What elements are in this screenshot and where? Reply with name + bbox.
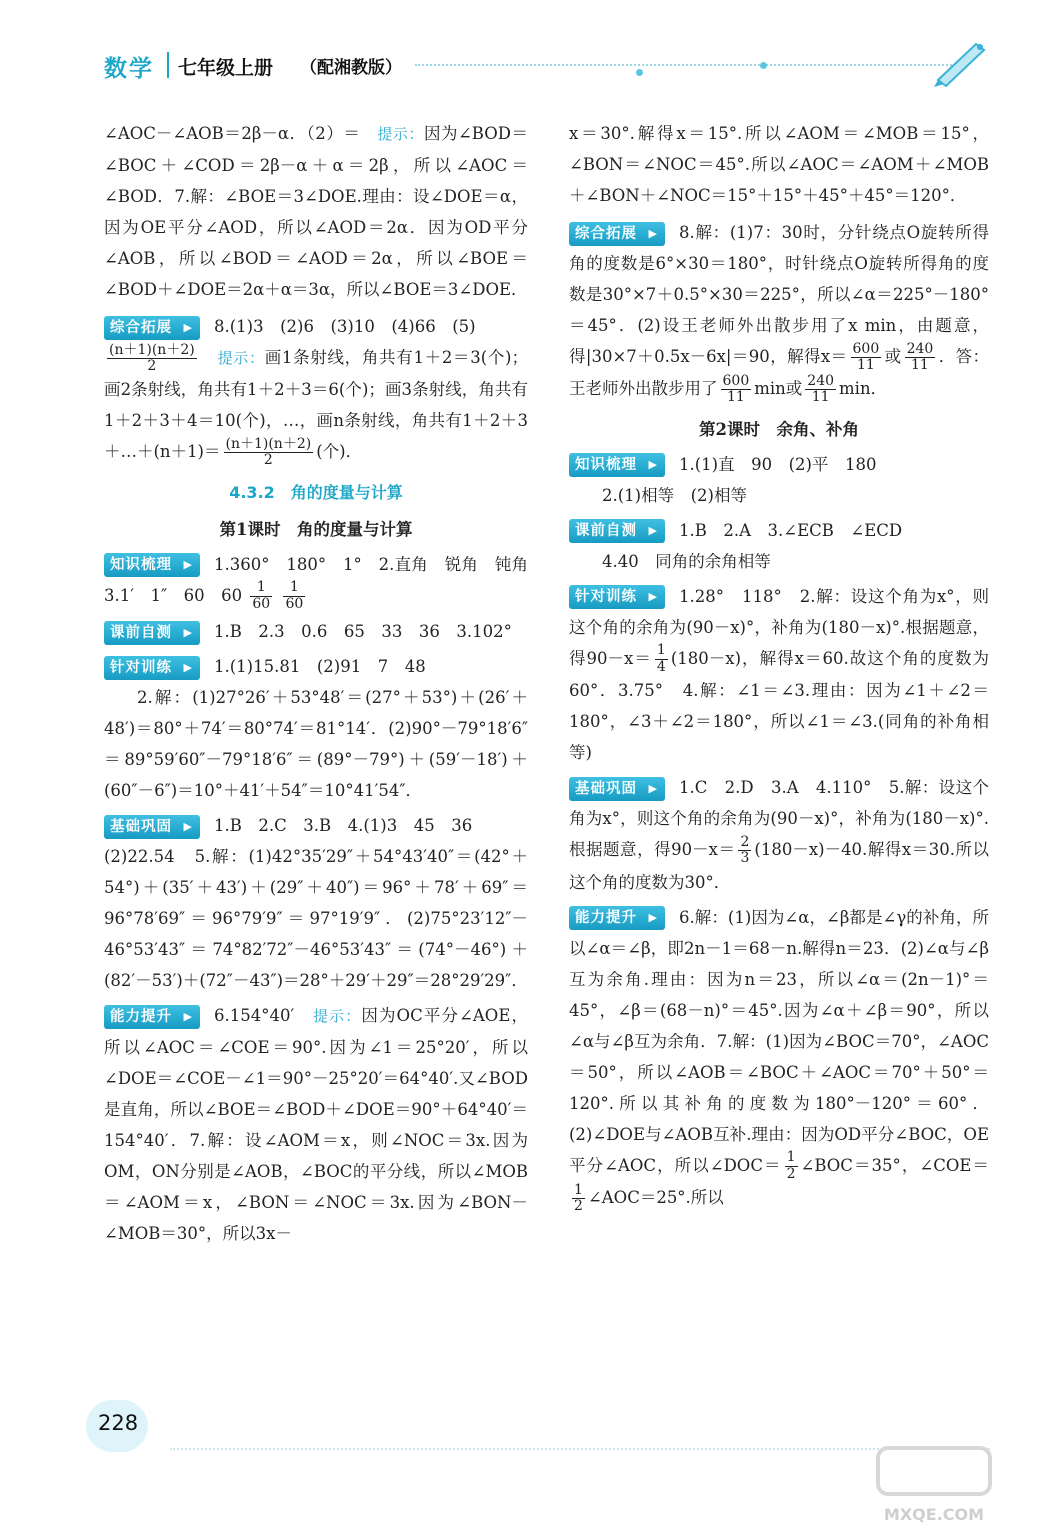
fraction <box>805 374 836 406</box>
section-badge: 能力提升 ▶ <box>569 906 665 930</box>
section-badge: 课前自测 ▶ <box>104 621 200 645</box>
answer-text: 1.B 2.A 3.∠ECB ∠ECD <box>679 520 903 540</box>
answer-paragraph <box>104 549 545 612</box>
fraction-denominator: 11 <box>811 389 830 406</box>
answer-text: 因为∠BOD＝∠BOC＋∠COD＝2β－α＋α＝2β，所以∠AOC＝∠BOD．7.解：∠BOE＝3∠DOE.理由：设∠DOE＝α，因为OE平分∠AOD，所以∠AOD＝2α．因为OD平分∠AOB，所以∠BOD＝∠AOD＝2α，所以∠BOE＝∠BOD＋∠DOE＝2α＋α＝3α，所以∠BOE＝3∠DOE． <box>104 124 529 299</box>
answer-paragraph <box>104 118 528 305</box>
answer-text: min． <box>839 379 888 399</box>
answer-text: 1.B 2.C 3.B 4.(1)3 45 36 <box>214 816 473 836</box>
fraction-denominator: 2 <box>786 1165 796 1182</box>
fraction-denominator: 60 <box>252 595 271 612</box>
fraction-denominator: 3 <box>740 850 750 867</box>
page-number: 228 <box>98 1411 139 1435</box>
answer-text: 1.C 2.D 3.A 4.110° 5.解：设这个角为x°，则这个角的余角为(90－x)°，补角为(180－x)°.根据题意，得90－x＝ <box>569 778 989 860</box>
section-badge: 基础巩固 ▶ <box>569 777 665 801</box>
fraction-numerator: 1 <box>250 580 272 596</box>
fraction <box>851 342 882 374</box>
hint-label: 提示： <box>217 349 265 367</box>
answer-text: 1.(1)直 90 (2)平 180 <box>679 454 877 474</box>
answer-text: ．答：王老师外出散步用了 <box>569 347 990 399</box>
answer-text: 1.28° 118° 2.解：设这个角为x°，则这个角的余角为(90－x)°，补角为(180－x)°.根据题意，得90－x＝ <box>569 586 989 668</box>
section-badge: 课前自测 ▶ <box>569 519 665 543</box>
fraction-numerator: 240 <box>906 340 934 357</box>
fraction-numerator: 600 <box>722 373 750 389</box>
fraction-numerator: (n＋1)(n＋2) <box>225 436 312 452</box>
section-badge: 知识梳理 ▶ <box>569 453 665 477</box>
grade-label: 七年级上册 <box>178 57 274 79</box>
fraction-numerator: 600 <box>852 340 880 357</box>
answer-text: 画1条射线，角共有1＋2＝3(个)；画2条射线，角共有1＋2＋3＝6(个)；画3条射线，角共有1＋2＋3＋4＝10(个)，…，画n条射线，角共有1＋2＋3＋…＋(n＋1)＝ <box>104 348 528 462</box>
fraction-numerator: (n＋1)(n＋2) <box>109 341 195 358</box>
footer-dotted-rule <box>170 1448 990 1450</box>
fraction-numerator: 240 <box>807 373 835 389</box>
fraction <box>283 580 305 612</box>
header-separator <box>167 52 169 78</box>
answer-paragraph <box>569 772 989 897</box>
answer-paragraph <box>104 616 528 647</box>
fraction <box>738 835 751 867</box>
answer-text: 6.解：(1)因为∠α，∠β都是∠γ的补角，所以∠α＝∠β，即2n－1＝68－n.解得n＝23．(2)∠α与∠β互为余角.理由：因为n＝23，所以∠α＝(2n－1)°＝45°，∠β＝(68－n)°＝45°.因为∠α＋∠β＝90°，所以∠α与∠β互为余角．7.解：(1)因为∠BOC＝70°，∠AOC＝50°，所以∠AOB＝∠BOC＋∠AOC＝70°＋50°＝120°.所以其补角的度数为180°－120°＝60°．(2)∠DOE与∠AOB互补.理由：因为OD平分∠BOC，OE平分∠AOC，所以∠DOC＝ <box>569 907 989 1175</box>
lesson-title: 第2课时 余角、补角 <box>699 419 859 439</box>
fraction-denominator: 4 <box>656 658 666 675</box>
fraction-denominator: 11 <box>726 389 745 406</box>
section-badge: 基础巩固 ▶ <box>104 815 200 839</box>
lesson-title: 第1课时 角的度量与计算 <box>219 519 413 539</box>
answer-text: ∠AOC＝25°.所以 <box>587 1187 724 1207</box>
answer-paragraph <box>569 449 989 480</box>
answer-text: 1.360° 180° 1° 2.直角 锐角 钝角 3.1′ 1″ 60 60 <box>104 554 545 605</box>
fraction-denominator: 11 <box>911 357 929 373</box>
section-badge: 知识梳理 ▶ <box>104 553 200 577</box>
answer-paragraph <box>104 311 528 469</box>
header-dot <box>636 69 643 76</box>
answer-text: 8.解：(1)7：30时，分针绕点O旋转所得角的度数是6°×30＝180°，时针绕点O旋转所得角的度数是30°×7＋0.5°×30＝225°，所以∠α＝225°－180°＝45°．(2)设王老师外出散步用了x min，由题意，得|30×7＋0.5x－6x|＝90，解得x＝ <box>569 223 989 366</box>
pen-icon <box>930 38 990 88</box>
fraction <box>224 437 314 469</box>
answer-text: 6.154°40′ <box>214 1006 295 1026</box>
header-dot <box>760 62 767 69</box>
answer-text: (180－x)，解得x＝60.故这个角的度数为60°．3.75° 4.解：∠1＝∠3.理由：因为∠1＋∠2＝180°，∠3＋∠2＝180°，所以∠1＝∠3.(同角的补角相等) <box>569 648 989 763</box>
answer-text: min或 <box>754 379 803 399</box>
answer-paragraph <box>569 515 989 546</box>
section-title: 4.3.2 角的度量与计算 <box>229 482 403 502</box>
hint-label: 提示： <box>377 125 424 143</box>
answer-text: 1.B 2.3 0.6 65 33 36 3.102° <box>214 622 512 642</box>
answer-paragraph: (2)22.54 5.解：(1)42°35′29″＋54°43′40″＝(42°＋54°)＋(35′＋43′)＋(29″＋40″)＝96°＋78′＋69″＝96°78′69″＝96°79′9″＝97°19′9″．(2)75°23′12″－46°53′43″＝74°82′72″－46°53′43″＝(74°－46°)＋(82′－53′)＋(72″－43″)＝28°＋29′＋29″＝28°29′29″． <box>104 847 528 991</box>
answer-paragraph: 4.40 同角的余角相等 <box>602 551 771 571</box>
fraction <box>721 374 752 406</box>
fraction <box>250 580 272 612</box>
answer-text: ∠BOC＝35°，∠COE＝ <box>800 1155 989 1175</box>
answer-paragraph <box>569 902 989 1215</box>
fraction-numerator: 1 <box>283 580 305 596</box>
watermark-text: MXQE.COM <box>883 1505 985 1524</box>
fraction <box>572 1183 585 1215</box>
answer-paragraph <box>104 810 528 841</box>
fraction <box>107 343 197 375</box>
section-badge: 针对训练 ▶ <box>569 585 665 609</box>
edition-label: （配湘教版） <box>300 58 402 78</box>
answer-paragraph <box>569 217 989 406</box>
fraction-numerator: 2 <box>740 833 750 850</box>
fraction-numerator: 1 <box>574 1181 583 1198</box>
answer-paragraph: 2.解：(1)27°26′＋53°48′＝(27°＋53°)＋(26′＋48′)＝80°＋74′＝80°74′＝81°14′．(2)90°－79°18′6″＝89°59′60″－79°18′6″＝(89°－79°)＋(59′－18′)＋(60″－6″)＝10°＋41′＋54″＝10°41′54″． <box>104 688 528 801</box>
section-badge: 综合拓展 ▶ <box>104 316 200 340</box>
answer-paragraph <box>569 581 989 768</box>
subject-title: 数学 <box>104 56 154 82</box>
answer-text: 1.(1)15.81 (2)91 7 48 <box>214 657 426 677</box>
fraction-denominator: 60 <box>285 595 304 612</box>
section-badge: 能力提升 ▶ <box>104 1005 200 1029</box>
fraction-denominator: 2 <box>574 1197 583 1214</box>
page-header <box>0 0 1054 100</box>
answer-paragraph: 2.(1)相等 (2)相等 <box>602 485 747 505</box>
fraction-denominator: 2 <box>147 358 157 374</box>
answer-text: (180－x)－40.解得x＝30.所以这个角的度数为30°． <box>569 840 989 892</box>
answer-text: 或 <box>884 347 902 366</box>
fraction <box>905 342 936 374</box>
answer-text: 因为OC平分∠AOE，所以∠AOC＝∠COE＝90°.因为∠1＝25°20′，所以∠DOE＝∠COE－∠1＝90°－25°20′＝64°40′.又∠BOD是直角，所以∠BOE＝∠BOD＋∠DOE＝90°＋64°40′＝154°40′．7.解：设∠AOM＝x，则∠NOC＝3x.因为OM，ON分别是∠AOB，∠BOC的平分线，所以∠MOB＝∠AOM＝x，∠BON＝∠NOC＝3x.因为∠BON－∠MOB＝30°，所以3x－ <box>104 1006 528 1244</box>
left-column <box>104 118 545 1249</box>
answer-text: 8.(1)3 (2)6 (3)10 (4)66 (5) <box>214 317 476 336</box>
right-column <box>569 118 989 1214</box>
answer-text: (个)． <box>316 442 363 462</box>
fraction-numerator: 1 <box>786 1149 796 1166</box>
header-dotted-rule <box>415 64 955 66</box>
fraction <box>785 1150 798 1182</box>
answer-text: ∠AOC－∠AOB＝2β－α．（2）＝ <box>104 124 361 143</box>
answer-paragraph <box>104 1000 528 1249</box>
section-badge: 综合拓展 ▶ <box>569 222 665 246</box>
section-badge: 针对训练 ▶ <box>104 656 200 680</box>
fraction-denominator: 11 <box>856 357 875 373</box>
hint-label: 提示： <box>312 1007 362 1026</box>
watermark-logo <box>870 1440 1000 1530</box>
fraction-denominator: 2 <box>263 452 273 469</box>
answer-paragraph <box>104 651 528 682</box>
fraction-numerator: 1 <box>656 642 666 659</box>
fraction <box>655 643 668 675</box>
answer-paragraph: x＝30°.解得x＝15°.所以∠AOM＝∠MOB＝15°，∠BON＝∠NOC＝45°.所以∠AOC＝∠AOM＋∠MOB＋∠BON＋∠NOC＝15°＋15°＋45°＋45°＝120°． <box>569 124 989 205</box>
